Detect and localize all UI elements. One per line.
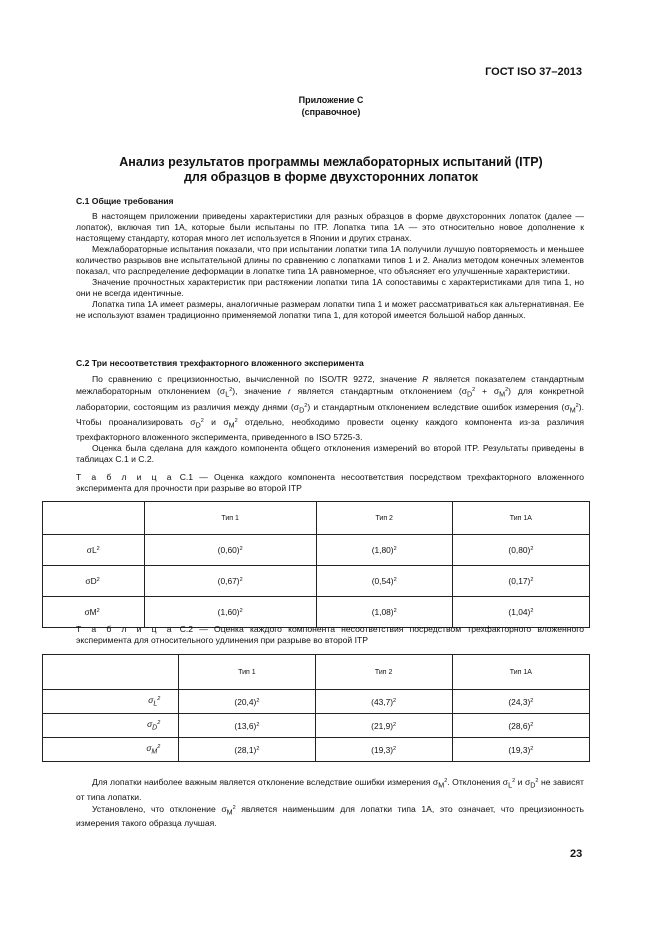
table-cell: $(21,9)^2$ xyxy=(315,714,452,738)
table-row xyxy=(43,690,590,714)
table-header-cell: Тип 1А xyxy=(452,502,589,535)
table-row xyxy=(43,566,590,597)
table-cell: $(28,1)^2$ xyxy=(179,738,315,762)
table-cell: $(43,7)^2$ xyxy=(315,690,452,714)
table-2-caption: Т а б л и ц а С.2 — Оценка каждого компонента несоответствия посредством трехфакторного вложенного эксперимента для относительного удлинения при разрыве во второй ITP xyxy=(76,624,585,645)
table-cell: $(1,60)^2$ xyxy=(144,597,316,628)
table-cell: $(0,67)^2$ xyxy=(144,566,316,597)
paragraph: Установлено, что отклонение $\sigma_M^2$ является наименьшим для лопатки типа 1А, это означает, что прецизионность измерения такого образца лучшая. xyxy=(76,803,584,829)
row-label: $\sigma_D^2$ xyxy=(43,714,179,738)
table-1-caption: Т а б л и ц а С.1 — Оценка каждого компонента несоответствия посредством трехфакторного вложенного эксперимента для прочности при разрыве во второй ITP xyxy=(76,472,585,493)
table-cell: $(0,17)^2$ xyxy=(452,566,589,597)
table-cell: $(0,60)^2$ xyxy=(144,535,316,566)
annex-label: Приложение С xyxy=(298,95,364,105)
paragraph: Для лопатки наиболее важным является отклонение вследствие ошибки измерения $\sigma_M^2$. Отклонения $\sigma_L^2$ и $\sigma_D^2$ не зависят от типа лопатки. xyxy=(76,777,584,802)
table-row xyxy=(43,535,590,566)
table-row xyxy=(43,714,590,738)
table-header-cell: Тип 1 xyxy=(179,655,315,690)
table-cell: $(1,04)^2$ xyxy=(452,597,589,628)
table-cell: $(19,3)^2$ xyxy=(315,738,452,762)
section-heading: С.1 Общие требования xyxy=(76,196,174,206)
table-header-cell: Тип 2 xyxy=(316,502,452,535)
row-label: $\sigma L^2$ xyxy=(43,535,145,566)
table-2 xyxy=(42,654,590,762)
row-label: $\sigma D^2$ xyxy=(43,566,145,597)
table-header-cell: Тип 1 xyxy=(144,502,316,535)
table-cell: $(1,80)^2$ xyxy=(316,535,452,566)
table-cell: $(19,3)^2$ xyxy=(452,738,589,762)
standard-code: ГОСТ ISO 37–2013 xyxy=(485,66,582,78)
table-header-cell xyxy=(43,655,179,690)
table-cell: $(13,6)^2$ xyxy=(179,714,315,738)
section-heading: С.2 Три несоответствия трехфакторного вложенного эксперимента xyxy=(76,358,364,368)
table-1 xyxy=(42,501,590,628)
paragraph: Оценка была сделана для каждого компонента общего отклонения измерений во второй ITP. Результаты приведены в таблицах С.1 и С.2. xyxy=(76,443,584,465)
table-cell: $(28,6)^2$ xyxy=(452,714,589,738)
section-nested-experiment xyxy=(76,358,584,465)
table-header-cell xyxy=(43,502,145,535)
table-header-cell: Тип 1А xyxy=(452,655,589,690)
table-cell: $(20,4)^2$ xyxy=(179,690,315,714)
row-label: $\sigma M^2$ xyxy=(43,597,145,628)
paragraph: В настоящем приложении приведены характеристики для разных образцов в форме двухсторонних лопаток (далее — лопаток), включая тип 1А, которые были испытаны по ITP. Лопатка типа 1А — это относительно новое дополнение к настоящему стандарту, которая много лет используется в Японии и других странах. xyxy=(76,211,584,243)
annex-type: (справочное) xyxy=(301,107,361,117)
page-number: 23 xyxy=(570,848,583,860)
paragraph: Значение прочностных характеристик при растяжении лопатки типа 1А сопоставимы с характеристиками для типа 1, но они не всегда идентичные. xyxy=(76,277,584,298)
row-label: $\sigma_M^2$ xyxy=(43,738,179,762)
table-cell: $(0,54)^2$ xyxy=(316,566,452,597)
table-row xyxy=(43,738,590,762)
section-general xyxy=(76,196,584,321)
row-label: $\sigma_L^2$ xyxy=(43,690,179,714)
paragraph: По сравнению с прецизионностью, вычисленной по ISO/TR 9272, значение R является показателем стандартным межлабораторным отклонением $(\sigma_L^2)$, значение r является стандартным отклонением $(\sigma_D^2 + \sigma_M^2)$ для конкретной лаборатории, состоящим из различия между днями $(\sigma_D^2)$ и стандартным отклонением вследствие ошибок измерения $(\sigma_M^2)$. Чтобы проанализировать $\sigma_D^2$ и $\sigma_M^2$ отдельно, необходимо провести оценку каждого компонента из-за различия трехфакторного вложенного эксперимента, приведенного в ISO 5725-3. xyxy=(76,374,584,443)
table-header-cell: Тип 2 xyxy=(315,655,452,690)
title-line-2: для образцов в форме двухсторонних лопаток xyxy=(184,170,478,184)
paragraph: Лопатка типа 1А имеет размеры, аналогичные размерам лопатки типа 1 и может рассматриваться как альтернативная. Ее не используют взамен традиционно применяемой лопатки типа 1, для которой имеется большой набор данных. xyxy=(76,299,584,320)
table-row xyxy=(43,597,590,628)
paragraph: Межлабораторные испытания показали, что при испытании лопатки типа 1А получили лучшую повторяемость и меньшее количество разрывов вне испытательной длины по сравнению с лопатками типов 1 и 2. Анализ методом конечных элементов показал, что распределение деформации в лопатке типа 1А равномерное, что объясняет его улучшенные характеристики. xyxy=(76,244,584,276)
table-cell: $(24,3)^2$ xyxy=(452,690,589,714)
conclusion-text xyxy=(76,776,584,829)
table-cell: $(0,80)^2$ xyxy=(452,535,589,566)
table-cell: $(1,08)^2$ xyxy=(316,597,452,628)
annex-title xyxy=(60,155,602,185)
title-line-1: Анализ результатов программы межлабораторных испытаний (ITP) xyxy=(119,155,543,169)
